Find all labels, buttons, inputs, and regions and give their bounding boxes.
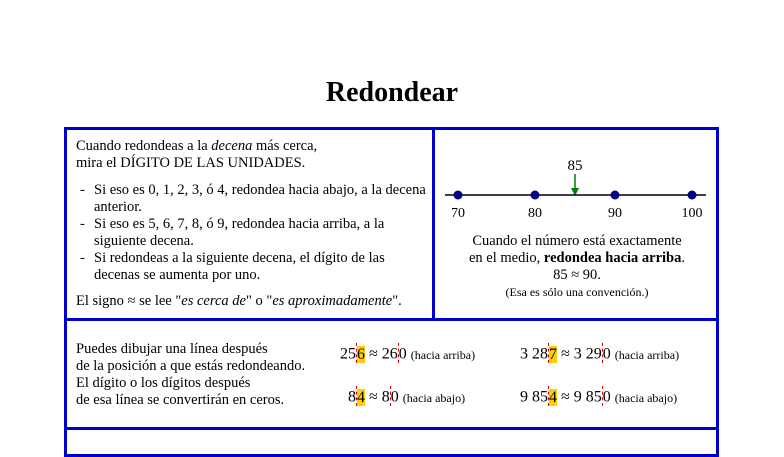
hint-text — [76, 341, 336, 409]
example-digits: 3 28 — [520, 345, 548, 363]
example-digits: 8 — [381, 388, 390, 406]
rule-item: - Si eso es 5, 6, 7, 8, ó 9, redondea hacia arriba, a la siguiente decena. — [78, 216, 428, 250]
example-rounding — [520, 345, 679, 365]
divider-horizontal — [64, 318, 719, 321]
example-rounding — [348, 388, 465, 408]
page-title: Redondear — [325, 77, 459, 108]
cut-line — [602, 386, 603, 406]
rules-list — [78, 182, 428, 284]
example-note: (hacia abajo) — [402, 390, 466, 405]
hint-line: El dígito o los dígitos después — [76, 375, 251, 391]
example-rounding — [340, 345, 475, 365]
example-note: (hacia abajo) — [614, 390, 678, 405]
example-digits: 9 85 — [520, 388, 548, 406]
cut-line — [356, 343, 357, 363]
cut-line — [390, 386, 391, 406]
highlight-digit: 6 — [357, 345, 365, 363]
hint-line: de esa línea se convertirán en ceros. — [76, 392, 285, 408]
hint-line: de la posición a que estás redondeando. — [76, 358, 306, 374]
caption-bold: redondea hacia arriba — [543, 250, 682, 266]
tick-dot — [531, 191, 540, 200]
marker-label: 85 — [567, 158, 583, 174]
number-line — [440, 150, 715, 225]
intro-emphasis: decena — [211, 138, 253, 154]
example-zero: 0 — [602, 345, 611, 363]
highlight-digit: 7 — [549, 345, 557, 363]
example-digits: 26 — [381, 345, 398, 363]
example-rounding — [520, 388, 677, 408]
cut-line — [548, 343, 549, 363]
caption-line: en el medio, — [468, 250, 544, 266]
example-zero: 0 — [390, 388, 399, 406]
highlight-digit: 4 — [549, 388, 557, 406]
divider-vertical — [432, 127, 435, 320]
hint-line: Puedes dibujar una línea después — [76, 341, 268, 357]
intro-text — [76, 138, 317, 172]
approx-sign: ≈ — [557, 345, 574, 363]
cut-line — [356, 386, 357, 406]
tick-label: 100 — [681, 206, 703, 221]
cut-line — [602, 343, 603, 363]
example-note: (hacia arriba) — [614, 347, 680, 362]
caption-example: 85 ≈ 90. — [553, 267, 601, 283]
example-digits: 25 — [340, 345, 356, 363]
tick-label: 90 — [608, 206, 622, 221]
cut-line — [398, 343, 399, 363]
example-note: (hacia arriba) — [410, 347, 476, 362]
intro-line1b: más cerca, — [252, 138, 318, 154]
tick-dot — [688, 191, 697, 200]
example-digits: 3 29 — [573, 345, 602, 363]
caption-line: . — [681, 250, 685, 266]
intro-line1a: Cuando redondeas a la — [76, 138, 212, 154]
number-line-caption — [436, 233, 718, 301]
caption-line: Cuando el número está exactamente — [472, 233, 682, 249]
example-digits: 8 — [348, 388, 356, 406]
example-digits: 9 85 — [573, 388, 602, 406]
rule-item: - Si eso es 0, 1, 2, 3, ó 4, redondea hacia abajo, a la decena anterior. — [78, 182, 428, 216]
sign-term1: es cerca de — [181, 293, 246, 309]
intro-line2: mira el DÍGITO DE LAS UNIDADES. — [76, 155, 306, 171]
approx-sign: ≈ — [365, 388, 382, 406]
divider-horizontal-bottom — [64, 427, 719, 430]
approx-sign: ≈ — [365, 345, 382, 363]
highlight-digit: 4 — [357, 388, 365, 406]
sign-text: El signo ≈ se lee " — [76, 293, 182, 309]
approx-sign: ≈ — [557, 388, 574, 406]
example-zero: 0 — [602, 388, 611, 406]
tick-label: 70 — [451, 206, 465, 221]
rule-item: - Si redondeas a la siguiente decena, el dígito de las decenas se aumenta por uno. — [78, 250, 428, 284]
sign-term2: es aproximadamente — [272, 293, 393, 309]
cut-line — [548, 386, 549, 406]
tick-dot — [454, 191, 463, 200]
example-zero: 0 — [398, 345, 407, 363]
tick-label: 80 — [528, 206, 542, 221]
sign-text: " o " — [245, 293, 273, 309]
tick-dot — [611, 191, 620, 200]
sign-explanation — [76, 293, 402, 310]
caption-note: (Esa es sólo una convención.) — [505, 285, 649, 299]
sign-text: ". — [392, 293, 402, 309]
